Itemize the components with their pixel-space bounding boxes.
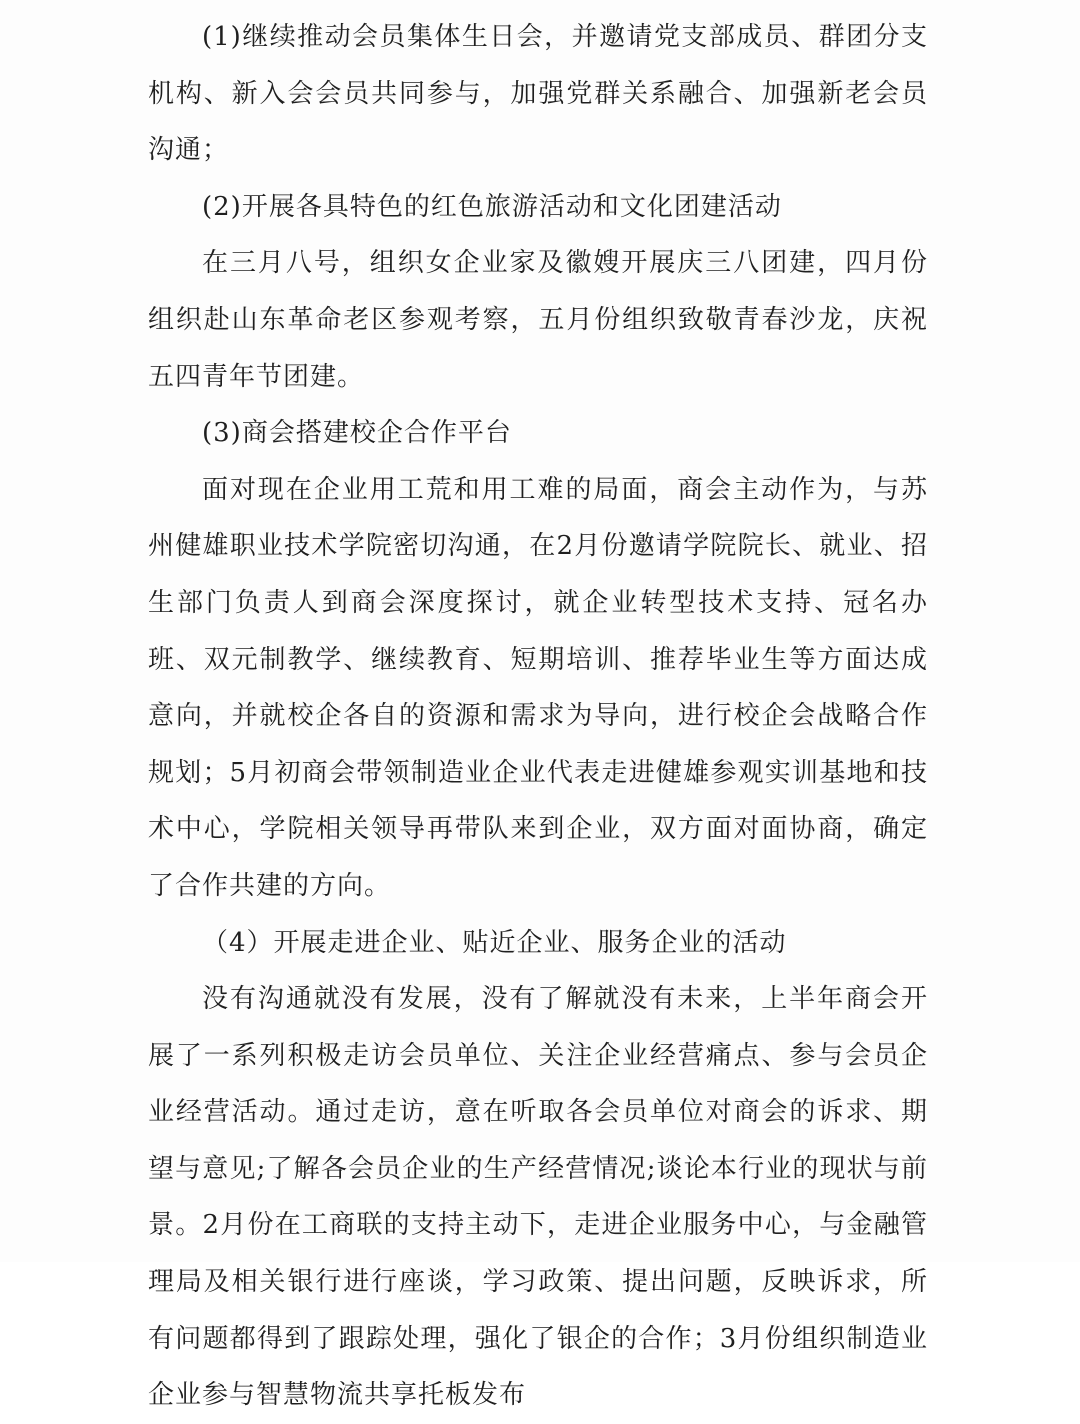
section-heading-2: (2)开展各具特色的红色旅游活动和文化团建活动 xyxy=(202,191,782,222)
paragraph-school-enterprise: 面对现在企业用工荒和用工难的局面，商会主动作为，与苏州健雄职业技术学院密切沟通，在2月份邀请学院院长、就业、招生部门负责人到商会深度探讨，就企业转型技术支持、冠名办班、双元制教学、继续教育、短期培训、推荐毕业生等方面达成意向，并就校企各自的资源和需求为导向，进行校企会战略合作规划；5月初商会带领制造业企业代表走进健雄参观实训基地和技术中心，学院相关领导再带队来到企业，双方面对面协商，确定了合作共建的方向。 xyxy=(148,474,928,901)
section-heading-4: （4）开展走进企业、贴近企业、服务企业的活动 xyxy=(202,927,787,958)
paragraph-item-1: (1)继续推动会员集体生日会，并邀请党支部成员、群团分支机构、新入会会员共同参与，加强党群关系融合、加强新老会员沟通； xyxy=(148,22,928,166)
paragraph-enterprise-visits: 没有沟通就没有发展，没有了解就没有未来，上半年商会开展了一系列积极走访会员单位、关注企业经营痛点、参与会员企业经营活动。通过走访，意在听取各会员单位对商会的诉求、期望与意见;了解各会员企业的生产经营情况;谈论本行业的现状与前景。2月份在工商联的支持主动下，走进企业服务中心，与金融管理局及相关银行进行座谈，学习政策、提出问题，反映诉求，所有问题都得到了跟踪处理，强化了银企的合作；3月份组织制造业企业参与智慧物流共享托板发布 xyxy=(148,984,928,1411)
paragraph-red-tourism: 在三月八号，组织女企业家及徽嫂开展庆三八团建，四月份组织赴山东革命老区参观考察，五月份组织致敬青春沙龙，庆祝五四青年节团建。 xyxy=(148,248,928,392)
document-body xyxy=(148,9,928,1424)
section-heading-3: (3)商会搭建校企合作平台 xyxy=(202,418,512,449)
